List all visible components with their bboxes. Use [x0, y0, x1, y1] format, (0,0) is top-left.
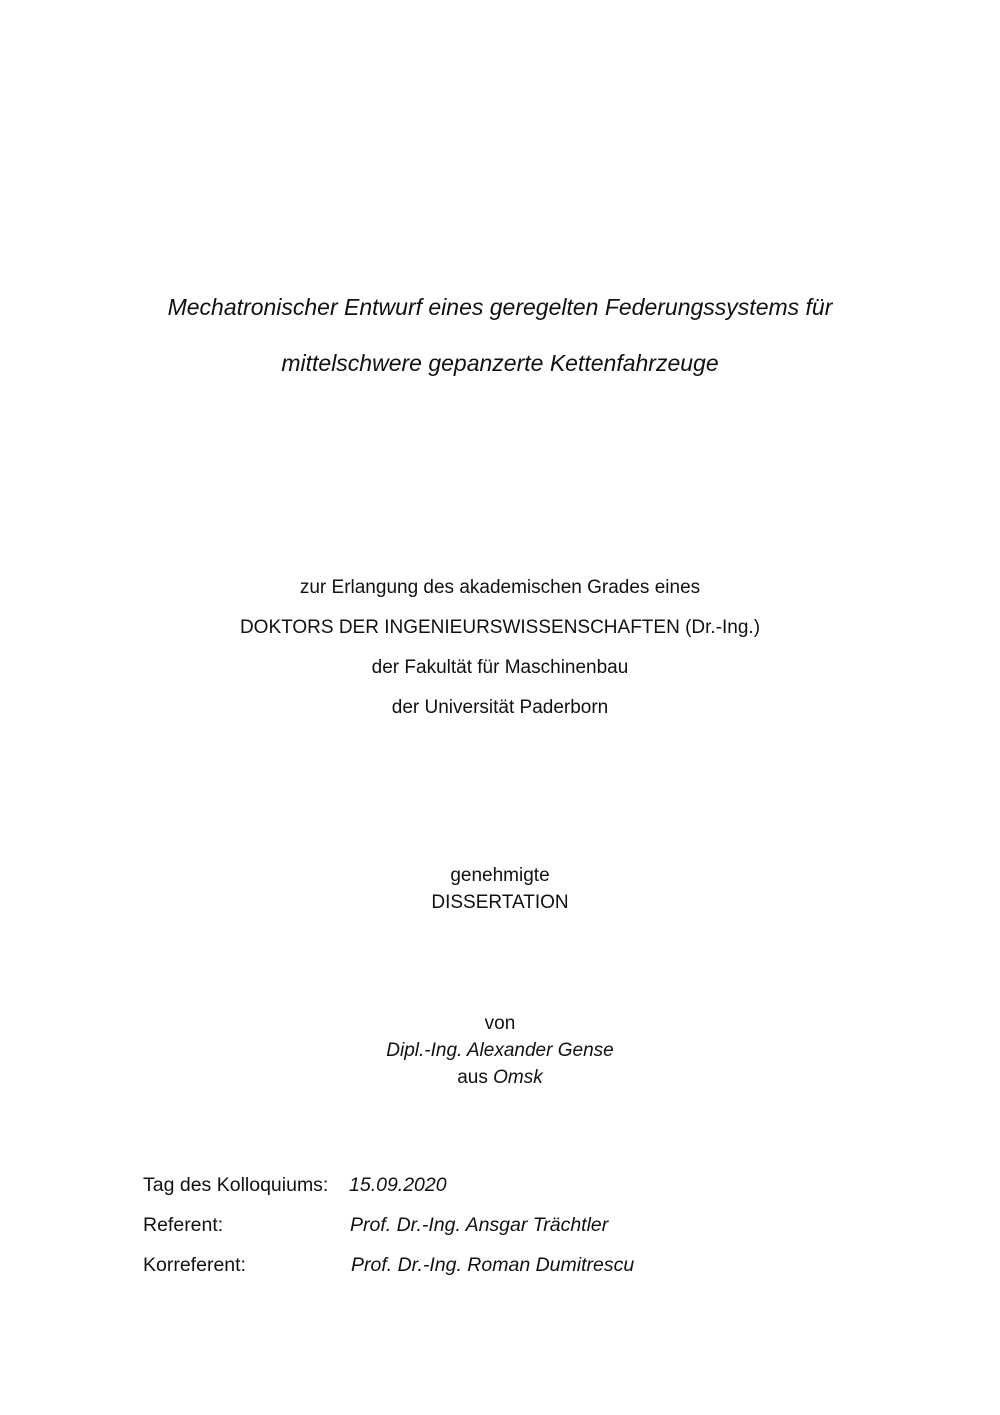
- korreferent-name: Prof. Dr.-Ing. Roman Dumitrescu: [351, 1254, 635, 1276]
- referent-row: [143, 1214, 609, 1237]
- korreferent-label: Korreferent:: [143, 1254, 246, 1276]
- colloquium-date: 15.09.2020: [349, 1174, 447, 1196]
- degree-line-3: der Fakultät für Maschinenbau: [371, 657, 629, 678]
- author-aus: aus: [457, 1067, 488, 1088]
- author-name: Dipl.-Ing. Alexander Gense: [386, 1040, 614, 1061]
- degree-line-4: der Universität Paderborn: [391, 697, 609, 718]
- referent-label: Referent:: [143, 1214, 224, 1236]
- degree-line-2: DOKTORS DER INGENIEURSWISSENSCHAFTEN (Dr.-Ing.): [239, 617, 761, 638]
- approval-line-2: DISSERTATION: [431, 892, 569, 913]
- korreferent-row: [143, 1254, 635, 1277]
- thesis-title-line-1: Mechatronischer Entwurf eines geregelten Federungssystems für: [167, 294, 833, 320]
- author-origin: [0, 1067, 1000, 1089]
- thesis-title-line-2: mittelschwere gepanzerte Kettenfahrzeuge: [281, 350, 719, 376]
- colloquium-label: Tag des Kolloquiums:: [143, 1174, 329, 1196]
- author-von: von: [484, 1013, 516, 1034]
- degree-line-1: zur Erlangung des akademischen Grades eines: [299, 577, 701, 598]
- colloquium-row: [143, 1174, 447, 1197]
- approval-line-1: genehmigte: [450, 865, 550, 886]
- author-place: Omsk: [493, 1067, 543, 1088]
- referent-name: Prof. Dr.-Ing. Ansgar Trächtler: [350, 1214, 609, 1236]
